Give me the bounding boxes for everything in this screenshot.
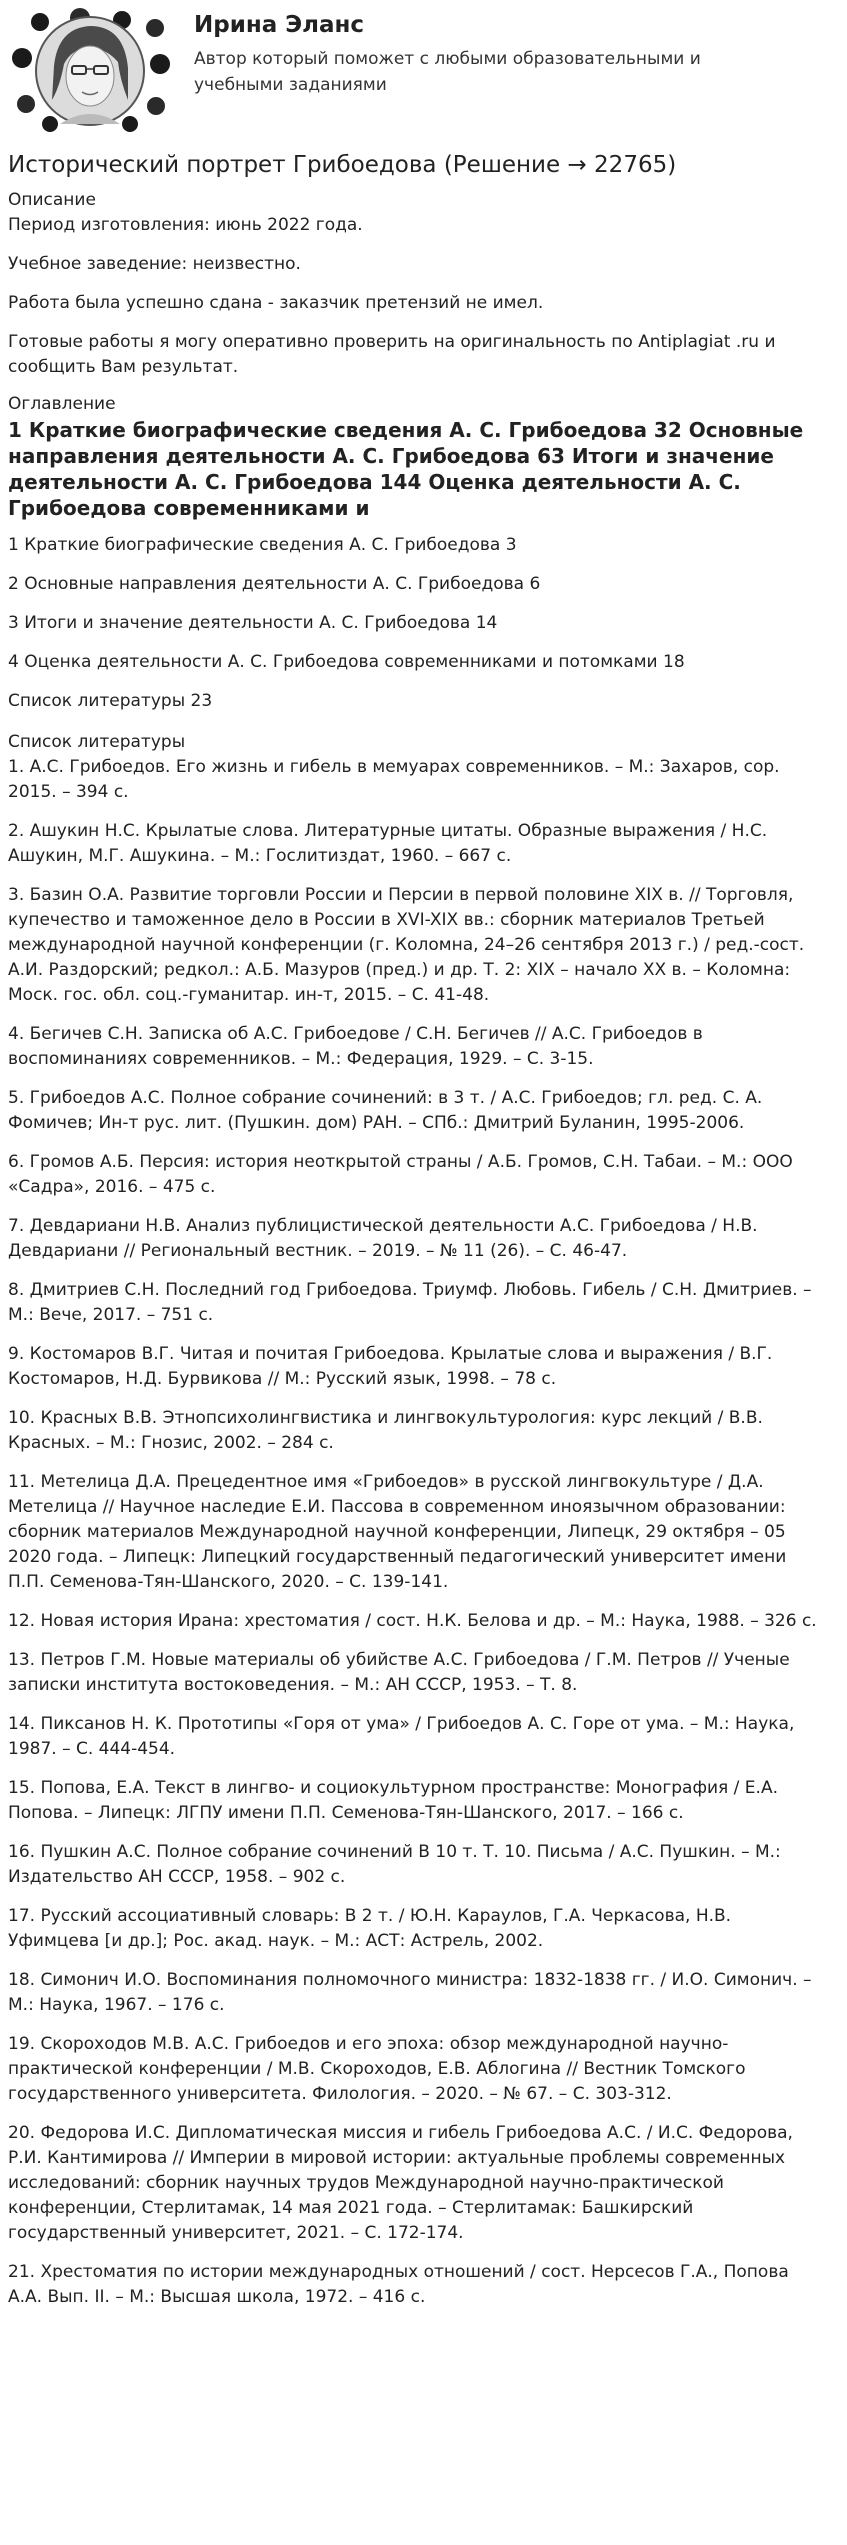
- literature-item: 13. Петров Г.М. Новые материалы об убийстве А.С. Грибоедова / Г.М. Петров // Ученые записки института востоковедения. – М.: АН СССР, 1953. – Т. 8.: [8, 1650, 790, 1695]
- toc-list: [8, 533, 823, 714]
- literature-item: 20. Федорова И.С. Дипломатическая миссия и гибель Грибоедова А.С. / И.С. Федорова, Р.И. Кантимирова // Империи в мировой истории: актуальные проблемы современных исследований: сборник научных трудов Международной научно-практической конференции, Стерлитамак, 14 мая 2021 года. – Стерлитамак: Башкирский государственный университет, 2021. – С. 172-174.: [8, 2123, 793, 2243]
- literature-item: 9. Костомаров В.Г. Читая и почитая Грибоедова. Крылатые слова и выражения / В.Г. Костомаров, Н.Д. Бурвикова // М.: Русский язык, 1998. – 78 с.: [8, 1344, 773, 1389]
- literature-item: 8. Дмитриев С.Н. Последний год Грибоедова. Триумф. Любовь. Гибель / С.Н. Дмитриев. – М.: Вече, 2017. – 751 с.: [8, 1280, 812, 1325]
- literature-item: 2. Ашукин Н.С. Крылатые слова. Литературные цитаты. Образные выражения / Н.С. Ашукин, М.Г. Ашукина. – М.: Гослитиздат, 1960. – 667 с.: [8, 821, 768, 866]
- literature-item: 10. Красных В.В. Этнопсихолингвистика и лингвокультурология: курс лекций / В.В. Красных. – М.: Гнозис, 2002. – 284 с.: [8, 1408, 763, 1453]
- literature-item: 5. Грибоедов А.С. Полное собрание сочинений: в 3 т. / А.С. Грибоедов; гл. ред. С. А. Фомичев; Ин-т рус. лит. (Пушкин. дом) РАН. – СПб.: Дмитрий Буланин, 1995-2006.: [8, 1088, 763, 1133]
- literature-item: 19. Скороходов М.В. А.С. Грибоедов и его эпоха: обзор международной научно-практической конференции / М.В. Скороходов, Е.В. Аблогина // Вестник Томского государственного университета. Филология. – 2020. – № 67. – С. 303-312.: [8, 2034, 746, 2104]
- toc-item: 2 Основные направления деятельности А. С. Грибоедова 6: [8, 574, 541, 594]
- literature-item: 16. Пушкин А.С. Полное собрание сочинений В 10 т. Т. 10. Письма / А.С. Пушкин. – М.: Издательство АН СССР, 1958. – 902 с.: [8, 1842, 781, 1887]
- description-paragraph: Учебное заведение: неизвестно.: [8, 254, 301, 274]
- author-info: [194, 8, 794, 98]
- description-label: Описание: [8, 190, 96, 210]
- author-name[interactable]: Ирина Эланс: [194, 12, 365, 38]
- literature-item: 15. Попова, Е.А. Текст в лингво- и социокультурном пространстве: Монография / Е.А. Попова. – Липецк: ЛГПУ имени П.П. Семенова-Тян-Шанского, 2017. – 166 с.: [8, 1778, 778, 1823]
- literature-item: 14. Пиксанов Н. К. Прототипы «Горя от ума» / Грибоедов А. С. Горе от ума. – М.: Наука, 1987. – С. 444-454.: [8, 1714, 795, 1759]
- literature-item: 4. Бегичев С.Н. Записка об А.С. Грибоедове / С.Н. Бегичев // А.С. Грибоедов в воспоминаниях современников. – М.: Федерация, 1929. – С. 3-15.: [8, 1024, 703, 1069]
- author-avatar[interactable]: [10, 8, 170, 134]
- literature-item: 6. Громов А.Б. Персия: история неоткрытой страны / А.Б. Громов, С.Н. Табаи. – М.: ООО «Садра», 2016. – 475 с.: [8, 1152, 793, 1197]
- literature-item: 3. Базин О.А. Развитие торговли России и Персии в первой половине XIX в. // Торговля, купечество и таможенное дело в России в XVI-XIX вв.: сборник материалов Третьей международной научной конференции (г. Коломна, 24–26 сентября 2013 г.) / ред.-сост. А.И. Раздорский; редкол.: А.Б. Мазуров (пред.) и др. Т. 2: XIX – начало XX в. – Коломна: Моск. гос. обл. соц.-гуманитар. ин-т, 2015. – С. 41-48.: [8, 885, 805, 1005]
- author-card: [8, 0, 823, 150]
- description-paragraph: Работа была успешно сдана - заказчик претензий не имел.: [8, 293, 544, 313]
- literature-label: Список литературы: [8, 732, 186, 752]
- toc-item: 3 Итоги и значение деятельности А. С. Грибоедова 14: [8, 613, 498, 633]
- literature-list: [8, 755, 823, 2310]
- literature-item: 21. Хрестоматия по истории международных отношений / сост. Нерсесов Г.А., Попова А.А. Вып. II. – М.: Высшая школа, 1972. – 416 с.: [8, 2262, 789, 2307]
- description-paragraph: Готовые работы я могу оперативно проверить на оригинальность по Antiplagiat .ru и сообщить Вам результат.: [8, 332, 776, 377]
- description-section: [8, 213, 823, 380]
- literature-item: 17. Русский ассоциативный словарь: В 2 т. / Ю.Н. Караулов, Г.А. Черкасова, Н.В. Уфимцева [и др.]; Рос. акад. наук. – М.: АСТ: Астрель, 2002.: [8, 1906, 732, 1951]
- literature-item: 18. Симонич И.О. Воспоминания полномочного министра: 1832-1838 гг. / И.О. Симонич. – М.: Наука, 1967. – 176 с.: [8, 1970, 812, 2015]
- description-paragraph: Период изготовления: июнь 2022 года.: [8, 215, 363, 235]
- author-description: Автор который поможет с любыми образовательными и учебными заданиями: [194, 49, 701, 95]
- toc-item: Список литературы 23: [8, 691, 213, 711]
- toc-item: 4 Оценка деятельности А. С. Грибоедова современниками и потомками 18: [8, 652, 685, 672]
- toc-label: Оглавление: [8, 394, 116, 414]
- literature-item: 12. Новая история Ирана: хрестоматия / сост. Н.К. Белова и др. – М.: Наука, 1988. – 326 с.: [8, 1611, 817, 1631]
- literature-item: 11. Метелица Д.А. Прецедентное имя «Грибоедов» в русской лингвокультуре / Д.А. Метелица // Научное наследие Е.И. Пассова в современном иноязычном образовании: сборник материалов Международной научной конференции, Липецк, 29 октября – 05 2020 года. – Липецк: Липецкий государственный педагогический университет имени П.П. Семенова-Тян-Шанского, 2020. – С. 139-141.: [8, 1472, 787, 1592]
- work-title: Исторический портрет Грибоедова (Решение → 22765): [8, 152, 677, 178]
- literature-item: 7. Девдариани Н.В. Анализ публицистической деятельности А.С. Грибоедова / Н.В. Девдариани // Региональный вестник. – 2019. – № 11 (26). – С. 46-47.: [8, 1216, 758, 1261]
- toc-item: 1 Краткие биографические сведения А. С. Грибоедова 3: [8, 535, 517, 555]
- toc-heading: 1 Краткие биографические сведения А. С. Грибоедова 32 Основные направления деятельности А. С. Грибоедова 63 Итоги и значение деятельности А. С. Грибоедова 144 Оценка деятельности А. С. Грибоедова современниками и: [8, 418, 804, 520]
- literature-item: 1. А.С. Грибоедов. Его жизнь и гибель в мемуарах современников. – М.: Захаров, сор. 2015. – 394 с.: [8, 757, 780, 802]
